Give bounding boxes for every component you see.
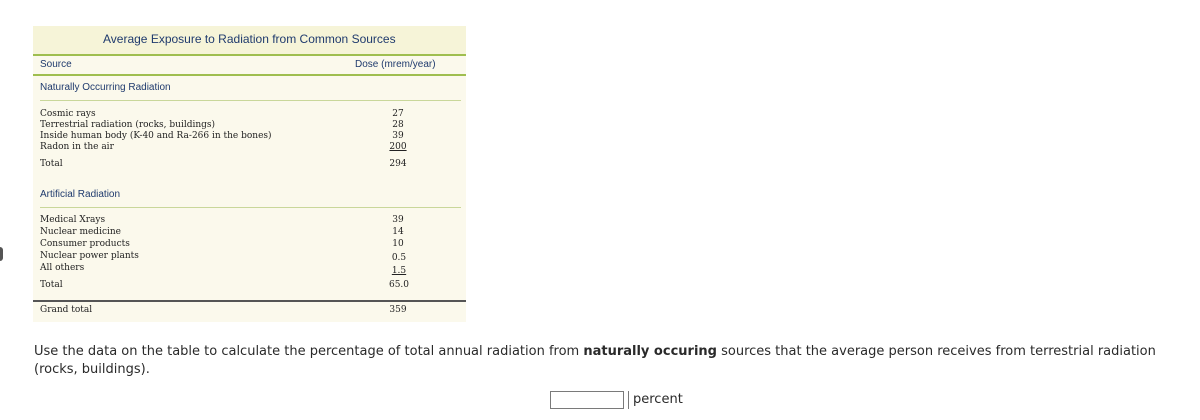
grand-total-rule: [33, 300, 466, 302]
table-row-value: 10: [392, 239, 404, 249]
question-text: [34, 343, 1174, 379]
page-edge-mark: [0, 247, 3, 261]
section-title-natural: Naturally Occurring Radiation: [40, 82, 171, 93]
table-row-value: 39: [392, 131, 404, 141]
radiation-table: [33, 26, 466, 322]
table-title-bar: [33, 26, 466, 56]
table-row-value: 0.5: [391, 253, 407, 263]
question-text-start: Use the data on the table to calculate the percentage of total annual radiation from: [34, 344, 584, 359]
table-row-value: 39: [392, 215, 404, 225]
question-emphasis: naturally occuring: [583, 344, 717, 359]
table-row-label: Nuclear power plants: [40, 251, 139, 261]
table-row-value: 27: [392, 109, 404, 119]
table-row-value: 200: [389, 142, 407, 152]
table-row-value: 1.5: [391, 266, 407, 276]
table-title: Average Exposure to Radiation from Common Sources: [103, 32, 396, 46]
table-row-label: All others: [40, 263, 85, 273]
table-row-label: Terrestrial radiation (rocks, buildings): [40, 120, 216, 130]
table-row-value: 14: [392, 227, 404, 237]
total-value-artificial: 65.0: [388, 280, 410, 290]
section-title-artificial: Artificial Radiation: [40, 189, 121, 200]
grand-total-value: 359: [389, 305, 407, 315]
table-row-label: Radon in the air: [40, 142, 114, 152]
column-header-dose: Dose (mrem/year): [355, 59, 436, 70]
table-row-label: Inside human body (K-40 and Ra-266 in the bones): [40, 131, 272, 141]
table-row-label: Medical Xrays: [40, 215, 106, 225]
answer-unit-label: percent: [628, 391, 687, 409]
answer-input[interactable]: [550, 391, 624, 409]
column-header-source: Source: [40, 59, 72, 70]
table-row-label: Consumer products: [40, 239, 130, 249]
section-rule-artificial: [40, 207, 461, 208]
table-row-value: 28: [392, 120, 404, 130]
grand-total-label: Grand total: [40, 305, 93, 315]
table-row-label: Cosmic rays: [40, 109, 96, 119]
table-row-label: Nuclear medicine: [40, 227, 121, 237]
header-rule: [33, 74, 466, 76]
section-rule-natural: [40, 100, 461, 101]
total-label-artificial: Total: [40, 280, 63, 290]
total-value-natural: 294: [389, 159, 407, 169]
total-label-natural: Total: [40, 159, 63, 169]
question-text-end: sources that the average person receives from terrestrial radiation (rocks, buildings).: [34, 344, 1156, 377]
